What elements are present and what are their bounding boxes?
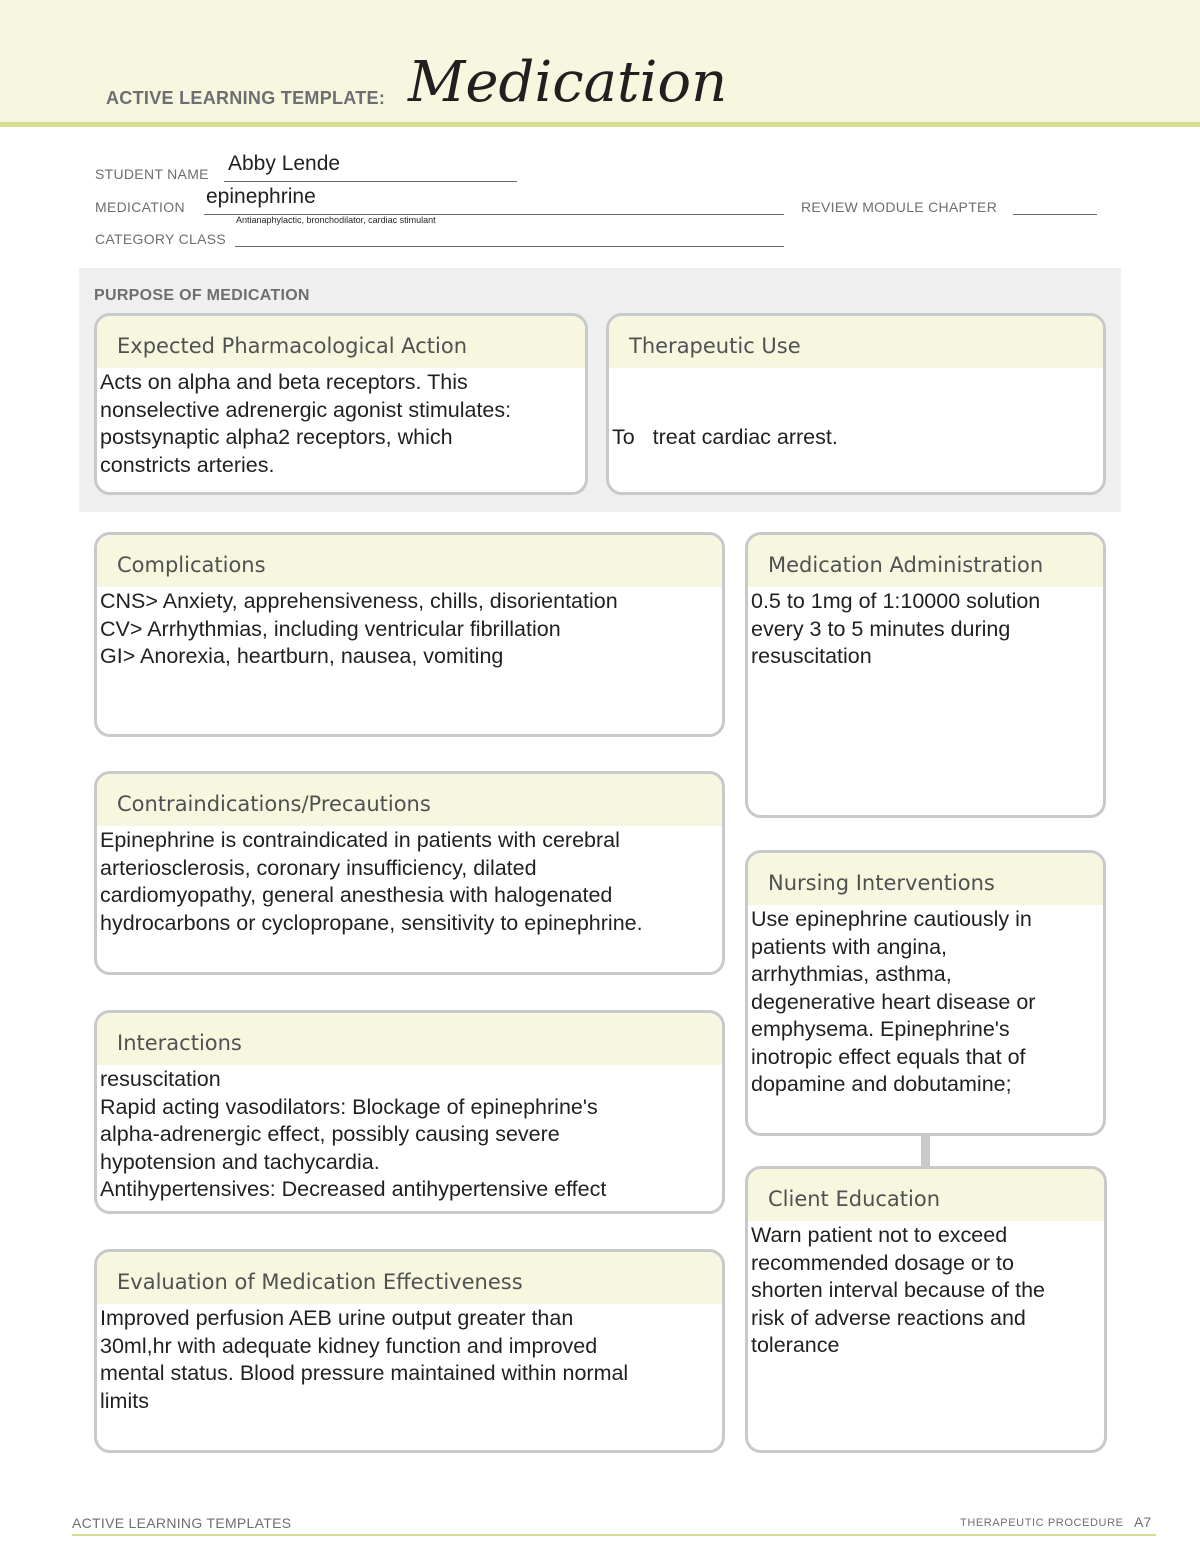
footer-right: THERAPEUTIC PROCEDURE xyxy=(960,1517,1124,1529)
card-title: Expected Pharmacological Action xyxy=(97,316,585,368)
expected-action-text[interactable] xyxy=(97,368,585,479)
category-class-line xyxy=(235,246,784,247)
text-line: shorten interval because of the xyxy=(751,1278,1046,1302)
text-line: To treat cardiac arrest. xyxy=(612,425,838,449)
card-title: Evaluation of Medication Effectiveness xyxy=(97,1252,722,1304)
template-label: ACTIVE LEARNING TEMPLATE: xyxy=(106,88,386,108)
student-name-label: STUDENT NAME xyxy=(95,166,209,182)
nursing-interventions-card xyxy=(745,850,1106,1136)
card-title: Client Education xyxy=(748,1169,1104,1221)
text-line: Epinephrine is contraindicated in patients with cerebral xyxy=(100,828,620,852)
interactions-text[interactable] xyxy=(97,1065,722,1204)
card-title: Medication Administration xyxy=(748,535,1103,587)
text-line: hydrocarbons or cyclopropane, sensitivity to epinephrine. xyxy=(100,910,643,935)
category-class-label: CATEGORY CLASS xyxy=(95,231,227,247)
text-line: every 3 to 5 minutes during xyxy=(751,616,1011,641)
text-line: resuscitation xyxy=(100,1067,221,1091)
student-name-line xyxy=(224,181,517,182)
card-title: Interactions xyxy=(97,1013,722,1065)
nursing-interventions-text[interactable] xyxy=(748,905,1103,1099)
text-line: arrhythmias, asthma, xyxy=(751,962,952,986)
footer-rule xyxy=(72,1534,1156,1536)
text-line: CNS> Anxiety, apprehensiveness, chills, disorientation xyxy=(100,589,618,613)
footer-left: ACTIVE LEARNING TEMPLATES xyxy=(72,1515,292,1531)
text-line: mental status. Blood pressure maintained within normal xyxy=(100,1361,629,1385)
text-line: risk of adverse reactions and xyxy=(751,1305,1026,1330)
card-title: Complications xyxy=(97,535,722,587)
evaluation-text[interactable] xyxy=(97,1304,722,1415)
evaluation-card xyxy=(94,1249,725,1453)
text-line: postsynaptic alpha2 receptors, which xyxy=(100,425,453,449)
purpose-label: PURPOSE OF MEDICATION xyxy=(94,287,310,304)
category-class-field[interactable]: Antianaphylactic, bronchodilator, cardiac stimulant xyxy=(236,215,436,225)
client-education-card xyxy=(745,1166,1107,1453)
text-line: Warn patient not to exceed xyxy=(751,1223,1008,1247)
expected-action-card xyxy=(94,313,588,495)
text-line: Acts on alpha and beta receptors. This xyxy=(100,370,468,394)
therapeutic-use-text[interactable] xyxy=(609,368,1103,495)
header-rule xyxy=(0,122,1200,127)
text-line: nonselective adrenergic agonist stimulates: xyxy=(100,397,512,422)
text-line: cardiomyopathy, general anesthesia with halogenated xyxy=(100,883,613,907)
text-line: inotropic effect equals that of xyxy=(751,1044,1026,1069)
review-module-line xyxy=(1013,214,1097,215)
text-line: 30ml,hr with adequate kidney function and improved xyxy=(100,1333,598,1358)
card-connector xyxy=(921,1134,930,1166)
text-line: recommended dosage or to xyxy=(751,1250,1014,1275)
text-line: CV> Arrhythmias, including ventricular fibrillation xyxy=(100,616,561,641)
text-line: dopamine and dobutamine; xyxy=(751,1072,1012,1096)
contraindications-text[interactable] xyxy=(97,826,722,937)
page-title: Medication xyxy=(408,50,728,115)
card-title: Contraindications/Precautions xyxy=(97,774,722,826)
client-education-text[interactable] xyxy=(748,1221,1104,1360)
card-title: Nursing Interventions xyxy=(748,853,1103,905)
therapeutic-use-card xyxy=(606,313,1106,495)
interactions-card xyxy=(94,1010,725,1214)
text-line: limits xyxy=(100,1388,149,1413)
text-line: alpha-adrenergic effect, possibly causing severe xyxy=(100,1122,560,1146)
text-line: Improved perfusion AEB urine output greater than xyxy=(100,1306,574,1330)
text-line: patients with angina, xyxy=(751,934,948,959)
text-line: Antihypertensives: Decreased antihypertensive effect xyxy=(100,1177,607,1201)
medication-label: MEDICATION xyxy=(95,199,185,215)
review-module-label: REVIEW MODULE CHAPTER xyxy=(801,199,998,215)
medication-administration-card xyxy=(745,532,1106,818)
contraindications-card xyxy=(94,771,725,975)
text-line: constricts arteries. xyxy=(100,452,275,477)
text-line: hypotension and tachycardia. xyxy=(100,1149,380,1174)
medication-administration-text[interactable] xyxy=(748,587,1103,671)
medication-field[interactable]: epinephrine xyxy=(206,185,316,208)
complications-card xyxy=(94,532,725,737)
text-line: tolerance xyxy=(751,1333,840,1357)
text-line: resuscitation xyxy=(751,644,872,668)
text-line: degenerative heart disease or xyxy=(751,989,1036,1014)
text-line: 0.5 to 1mg of 1:10000 solution xyxy=(751,589,1041,613)
text-line: Use epinephrine cautiously in xyxy=(751,907,1032,931)
text-line: arteriosclerosis, coronary insufficiency, dilated xyxy=(100,855,537,880)
student-name-field[interactable]: Abby Lende xyxy=(228,152,341,175)
text-line: GI> Anorexia, heartburn, nausea, vomiting xyxy=(100,644,504,668)
card-title: Therapeutic Use xyxy=(609,316,1103,368)
text-line: emphysema. Epinephrine's xyxy=(751,1017,1010,1041)
page-number: A7 xyxy=(1134,1514,1152,1530)
complications-text[interactable] xyxy=(97,587,722,671)
text-line: Rapid acting vasodilators: Blockage of epinephrine's xyxy=(100,1094,598,1119)
